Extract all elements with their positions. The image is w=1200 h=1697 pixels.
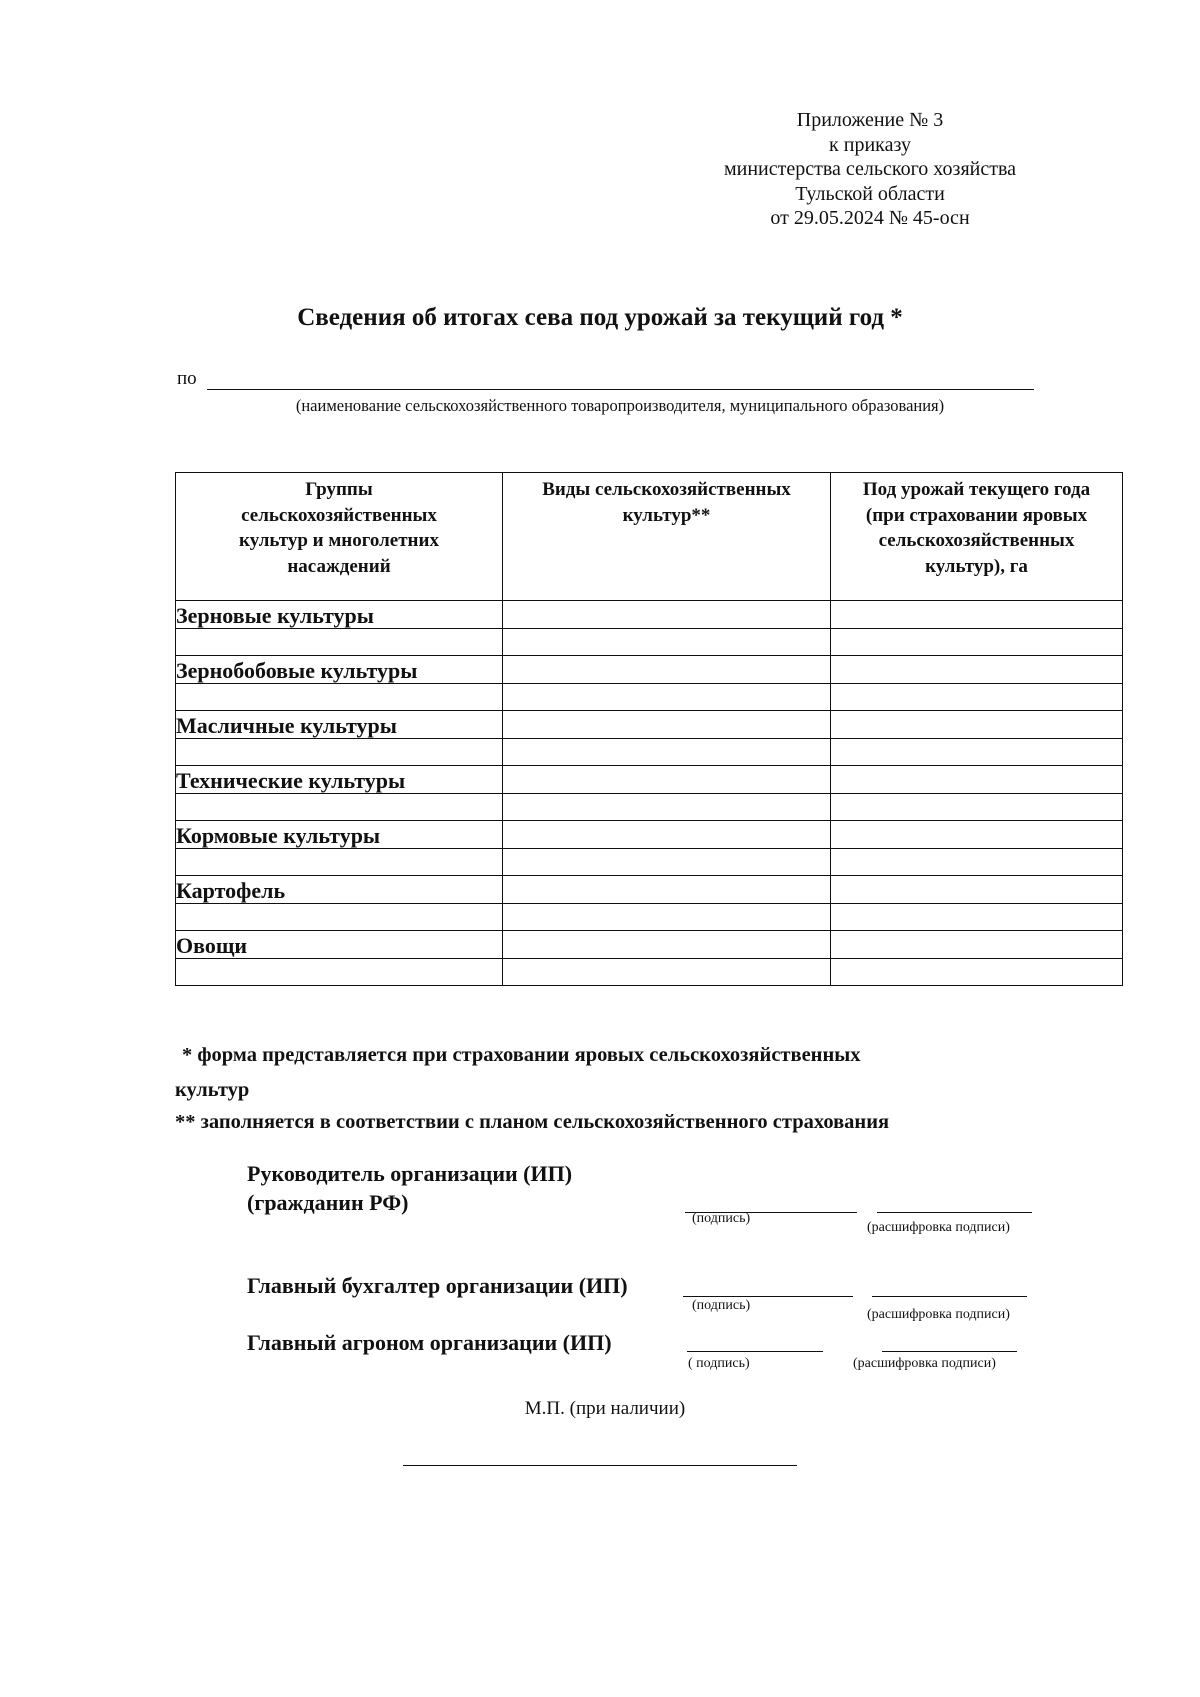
table-row — [176, 848, 1123, 876]
table-cell[interactable] — [503, 628, 831, 656]
seal-placeholder: М.П. (при наличии) — [524, 1398, 686, 1419]
table-cell[interactable] — [831, 656, 1123, 684]
table-row — [176, 821, 1123, 849]
agronomist-decode-field[interactable] — [882, 1351, 1017, 1352]
head-decode-caption: (расшифровка подписи) — [867, 1220, 1010, 1235]
table-cell[interactable] — [176, 958, 503, 986]
footnote-2: ** заполняется в соответствии с планом сельскохозяйственного страхования — [175, 1111, 890, 1133]
head-signature-label-2: (гражданин РФ) — [247, 1190, 409, 1215]
agronomist-decode-caption: (расшифровка подписи) — [853, 1356, 996, 1371]
producer-name-caption: (наименование сельскохозяйственного товаропроизводителя, муниципального образования) — [295, 396, 945, 415]
table-cell[interactable] — [176, 738, 503, 766]
table-cell[interactable] — [831, 848, 1123, 876]
table-cell[interactable] — [831, 821, 1123, 849]
footnote-1: * форма представляется при страховании яровых сельскохозяйственных — [182, 1044, 861, 1066]
table-cell[interactable] — [831, 876, 1123, 904]
table-cell[interactable] — [176, 848, 503, 876]
group-label: Зерновые культуры — [176, 601, 503, 629]
table-cell[interactable] — [176, 793, 503, 821]
group-label: Технические культуры — [176, 766, 503, 794]
table-cell[interactable] — [831, 683, 1123, 711]
table-cell[interactable] — [831, 766, 1123, 794]
appendix-number: Приложение № 3 — [796, 109, 944, 131]
table-row — [176, 738, 1123, 766]
appendix-region: Тульской области — [795, 182, 945, 205]
appendix-ministry: министерства сельского хозяйства — [723, 158, 1017, 180]
table-row — [176, 601, 1123, 629]
table-cell[interactable] — [176, 903, 503, 931]
group-label: Овощи — [176, 931, 503, 959]
header-groups: Группы сельскохозяйственных культур и многолетних насаждений — [176, 473, 503, 601]
header-area: Под урожай текущего года (при страховании яровых сельскохозяйственных культур), га — [831, 473, 1123, 601]
table-header-row — [176, 473, 1123, 601]
table-cell[interactable] — [503, 793, 831, 821]
table-cell[interactable] — [503, 903, 831, 931]
po-label: по — [177, 368, 197, 389]
agronomist-signature-field[interactable] — [687, 1351, 823, 1352]
agronomist-signature-caption: ( подпись) — [688, 1356, 750, 1371]
producer-name-field[interactable] — [207, 389, 1034, 390]
appendix-block — [680, 108, 1060, 231]
table-row — [176, 793, 1123, 821]
table-cell[interactable] — [176, 683, 503, 711]
table-cell[interactable] — [503, 601, 831, 629]
accountant-decode-field[interactable] — [872, 1296, 1027, 1297]
table-cell[interactable] — [831, 738, 1123, 766]
table-row — [176, 628, 1123, 656]
group-label: Кормовые культуры — [176, 821, 503, 849]
table-cell[interactable] — [831, 601, 1123, 629]
table-row — [176, 656, 1123, 684]
document-title: Сведения об итогах сева под урожай за текущий год * — [297, 304, 903, 331]
table-cell[interactable] — [503, 931, 831, 959]
header-crop-types: Виды сельскохозяйственных культур** — [503, 473, 831, 601]
group-label: Масличные культуры — [176, 711, 503, 739]
accountant-signature-label: Главный бухгалтер организации (ИП) — [247, 1273, 628, 1298]
table-cell[interactable] — [831, 903, 1123, 931]
table-row — [176, 711, 1123, 739]
bottom-divider — [403, 1465, 797, 1466]
table-cell[interactable] — [503, 683, 831, 711]
appendix-order-ref: к приказу — [829, 133, 911, 156]
table-row — [176, 958, 1123, 986]
table-cell[interactable] — [503, 876, 831, 904]
group-label: Зернобобовые культуры — [176, 656, 503, 684]
table-cell[interactable] — [503, 848, 831, 876]
accountant-decode-caption: (расшифровка подписи) — [867, 1307, 1010, 1322]
table-cell[interactable] — [831, 793, 1123, 821]
accountant-signature-caption: (подпись) — [692, 1298, 751, 1313]
footnote-1-cont: культур — [175, 1079, 250, 1101]
sowing-table — [175, 472, 1123, 986]
table-cell[interactable] — [503, 656, 831, 684]
table-cell[interactable] — [831, 628, 1123, 656]
table-cell[interactable] — [503, 738, 831, 766]
table-cell[interactable] — [831, 931, 1123, 959]
table-cell[interactable] — [176, 628, 503, 656]
table-row — [176, 931, 1123, 959]
table-cell[interactable] — [503, 766, 831, 794]
table-row — [176, 683, 1123, 711]
table-cell[interactable] — [831, 711, 1123, 739]
head-signature-label: Руководитель организации (ИП) — [247, 1161, 573, 1186]
table-cell[interactable] — [503, 711, 831, 739]
head-decode-field[interactable] — [877, 1212, 1032, 1213]
head-signature-caption: (подпись) — [692, 1211, 751, 1226]
table-row — [176, 876, 1123, 904]
table-cell[interactable] — [831, 958, 1123, 986]
agronomist-signature-label: Главный агроном организации (ИП) — [247, 1330, 612, 1355]
table-row — [176, 903, 1123, 931]
table-cell[interactable] — [503, 958, 831, 986]
table-cell[interactable] — [503, 821, 831, 849]
accountant-signature-field[interactable] — [683, 1296, 853, 1297]
appendix-date: от 29.05.2024 № 45-осн — [770, 207, 970, 229]
group-label: Картофель — [176, 876, 503, 904]
table-row — [176, 766, 1123, 794]
